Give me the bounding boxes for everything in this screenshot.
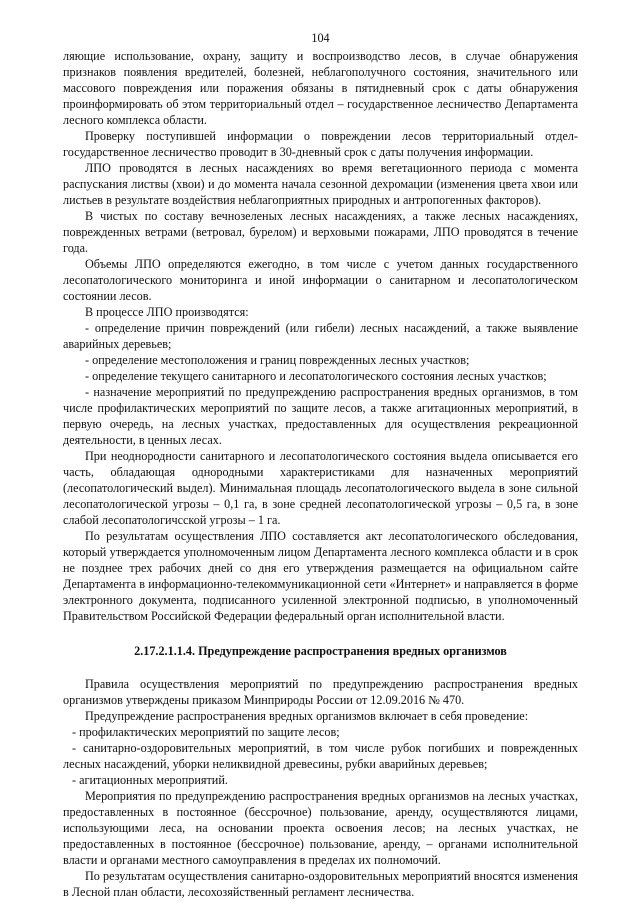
paragraph: В чистых по составу вечнозеленых лесных насаждениях, а также лесных насаждениях, поврежденных ветрами (ветровал, бурелом) и верховыми пожарами, ЛПО проводятся в течение года. (63, 209, 578, 255)
list-item: - профилактических мероприятий по защите лесов; (72, 725, 340, 739)
paragraph: Мероприятия по предупреждению распространения вредных организмов на лесных участках, предоставленных в постоянное (бессрочное) пользование, аренду, осуществляются лицами, использующими леса, на основании проекта освоения лесов; на лесных участках, не предоставленных в постоянное (бессрочное) пользование, аренду, – органами исполнительной власти и органами местного самоуправления в пределах их полномочий. (63, 789, 578, 867)
paragraph: По результатам осуществления санитарно-оздоровительных мероприятий вносятся изменения в Лесной план области, лесохозяйственный регламент лесничества. (63, 869, 578, 899)
paragraph: По результатам осуществления ЛПО составляется акт лесопатологического обследования, который утверждается уполномоченным лицом Департамента лесного комплекса области и в срок не позднее трех рабочих дней со дня его утверждения размещается на официальном сайте Департамента в информационно-телекоммуникационной сети «Интернет» и направляется в форме электронного документа, подписанного усиленной электронной подписью, в уполномоченный Правительством Российской Федерации федеральный орган исполнительной власти. (63, 529, 578, 623)
list-item: - определение текущего санитарного и лесопатологического состояния лесных участков; (85, 369, 547, 383)
paragraph: Правила осуществления мероприятий по предупреждению распространения вредных организмов утверждены приказом Минприроды России от 12.09.2016 № 470. (63, 677, 578, 707)
paragraph: ЛПО проводятся в лесных насаждениях во время вегетационного периода с момента распускания листвы (хвои) и до момента начала сезонной дехромации (изменения цвета хвои или листьев в результате воздействия неблагоприятных природных и антропогенных факторов). (63, 161, 578, 207)
list-intro: Предупреждение распространения вредных организмов включает в себя проведение: (85, 709, 529, 723)
paragraph: При неоднородности санитарного и лесопатологического состояния выдела описывается его часть, обладающая однородными характеристиками для назначенных мероприятий (лесопатологический выдел). Минимальная площадь лесопатологического выдела в зоне сильной лесопатологической угрозы – 0,1 га, в зоне средней лесопатологической угрозы – 0,5 га, в зоне слабой лесопатологичсской угрозы – 1 га. (63, 449, 578, 527)
list-item: - определение причин повреждений (или гибели) лесных насаждений, а также выявление аварийных деревьев; (63, 321, 578, 351)
list-item: - определение местоположения и границ поврежденных лесных участков; (85, 353, 470, 367)
list-intro: В процессе ЛПО производятся: (85, 305, 249, 319)
section-heading: 2.17.2.1.1.4. Предупреждение распространения вредных организмов (134, 644, 507, 658)
list-item: - агитационных мероприятий. (72, 773, 228, 787)
paragraph: ляющие использование, охрану, защиту и воспроизводство лесов, в случае обнаружения признаков появления вредителей, болезней, неблагополучного состояния, значительного или массового повреждения или поражения обязаны в пятидневный срок с даты обнаружения проинформировать об этом территориальный отдел – государственное лесничество Департамента лесного комплекса области. (63, 49, 578, 127)
page-number: 104 (311, 31, 330, 45)
paragraph: Проверку поступившей информации о повреждении лесов территориальный отдел-государственное лесничество проводит в 30-дневный срок с даты получения информации. (63, 129, 578, 159)
paragraph: Объемы ЛПО определяются ежегодно, в том числе с учетом данных государственного лесопатологического мониторинга и иной информации о санитарном и лесопатологическом состоянии лесов. (63, 257, 578, 303)
list-item: - назначение мероприятий по предупреждению распространения вредных организмов, в том числе профилактических мероприятий по защите лесов, а также агитационных мероприятий, в первую очередь, на лесных участках, предоставленных для осуществления рекреационной деятельности, в ценных лесах. (63, 385, 578, 447)
list-item: - санитарно-оздоровительных мероприятий, в том числе рубок погибших и поврежденных лесных насаждений, уборки неликвидной древесины, рубки аварийных деревьев; (63, 741, 578, 771)
